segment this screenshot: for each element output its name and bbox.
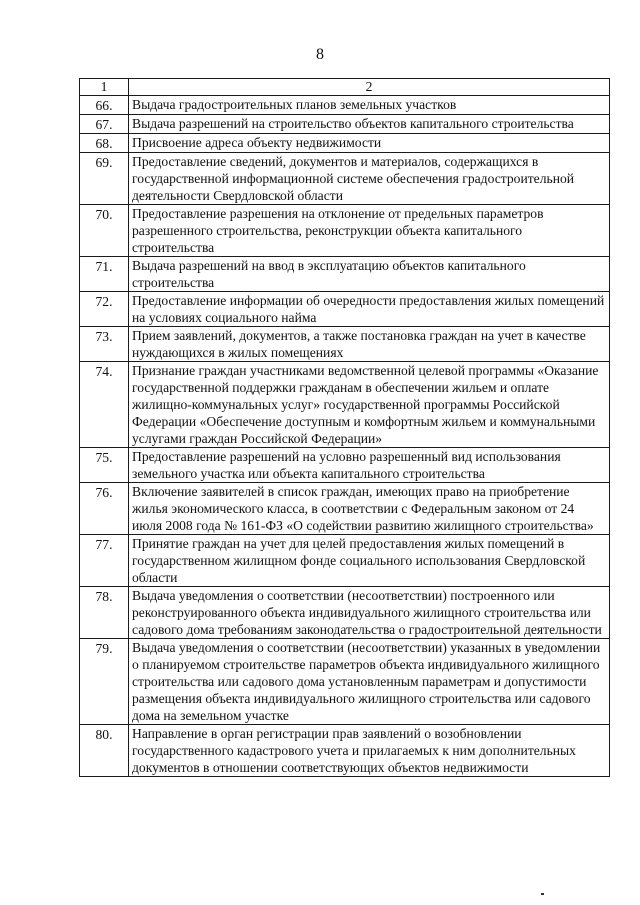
table-row — [80, 587, 610, 639]
page-number: 8 — [316, 46, 324, 63]
table-row — [80, 115, 610, 134]
row-number: 67. — [80, 115, 129, 134]
row-number: 77. — [80, 535, 129, 587]
scan-mark — [541, 893, 544, 895]
table-row — [80, 362, 610, 448]
row-number: 69. — [80, 153, 129, 205]
table-row — [80, 205, 610, 257]
row-number: 74. — [80, 362, 129, 448]
row-service-name: Включение заявителей в список граждан, имеющих право на приобретение жилья экономического класса, в соответствии с Федеральным законом от 24 июля 2008 года № 161-ФЗ «О содействии развитию жилищного строительства» — [129, 483, 610, 535]
table-row — [80, 257, 610, 292]
row-service-name: Признание граждан участниками ведомственной целевой программы «Оказание государственной поддержки гражданам в обеспечении жильем и оплате жилищно-коммунальных услуг» государственной программы Российской Федерации «Обеспечение доступным и комфортным жильем и коммунальными услугами граждан Российской Федерации» — [129, 362, 610, 448]
row-number: 71. — [80, 257, 129, 292]
row-service-name: Предоставление сведений, документов и материалов, содержащихся в государственной информационной системе обеспечения градостроительной деятельности Свердловской области — [129, 153, 610, 205]
row-number: 66. — [80, 96, 129, 115]
row-service-name: Выдача градостроительных планов земельных участков — [129, 96, 610, 115]
services-table — [79, 78, 610, 777]
table-row — [80, 725, 610, 777]
row-number: 75. — [80, 448, 129, 483]
row-service-name: Выдача разрешений на строительство объектов капитального строительства — [129, 115, 610, 134]
table-row — [80, 535, 610, 587]
row-service-name: Присвоение адреса объекту недвижимости — [129, 134, 610, 153]
table-row — [80, 292, 610, 327]
row-service-name: Направление в орган регистрации прав заявлений о возобновлении государственного кадастрового учета и прилагаемых к ним дополнительных документов в отношении соответствующих объектов недвижимости — [129, 725, 610, 777]
row-number: 76. — [80, 483, 129, 535]
row-number: 73. — [80, 327, 129, 362]
row-service-name: Выдача разрешений на ввод в эксплуатацию объектов капитального строительства — [129, 257, 610, 292]
row-number: 72. — [80, 292, 129, 327]
column-header-number: 1 — [80, 79, 129, 96]
table-row — [80, 483, 610, 535]
row-number: 78. — [80, 587, 129, 639]
row-service-name: Выдача уведомления о соответствии (несоответствии) указанных в уведомлении о планируемом строительстве параметров объекта индивидуального жилищного строительства или садового дома установленным параметрам и допустимости размещения объекта индивидуального жилищного строительства или садового дома на земельном участке — [129, 639, 610, 725]
row-number: 80. — [80, 725, 129, 777]
table-row — [80, 639, 610, 725]
row-service-name: Предоставление разрешения на отклонение от предельных параметров разрешенного строительства, реконструкции объекта капитального строительства — [129, 205, 610, 257]
table-row — [80, 134, 610, 153]
row-number: 68. — [80, 134, 129, 153]
row-service-name: Принятие граждан на учет для целей предоставления жилых помещений в государственном жилищном фонде социального использования Свердловской области — [129, 535, 610, 587]
row-number: 79. — [80, 639, 129, 725]
row-number: 70. — [80, 205, 129, 257]
table-header-row — [80, 79, 610, 96]
column-header-service: 2 — [129, 79, 610, 96]
row-service-name: Предоставление информации об очередности предоставления жилых помещений на условиях социального найма — [129, 292, 610, 327]
row-service-name: Прием заявлений, документов, а также постановка граждан на учет в качестве нуждающихся в жилых помещениях — [129, 327, 610, 362]
table-row — [80, 448, 610, 483]
table-row — [80, 96, 610, 115]
row-service-name: Предоставление разрешений на условно разрешенный вид использования земельного участка или объекта капитального строительства — [129, 448, 610, 483]
row-service-name: Выдача уведомления о соответствии (несоответствии) построенного или реконструированного объекта индивидуального жилищного строительства или садового дома требованиям законодательства о градостроительной деятельности — [129, 587, 610, 639]
table-row — [80, 153, 610, 205]
table-row — [80, 327, 610, 362]
